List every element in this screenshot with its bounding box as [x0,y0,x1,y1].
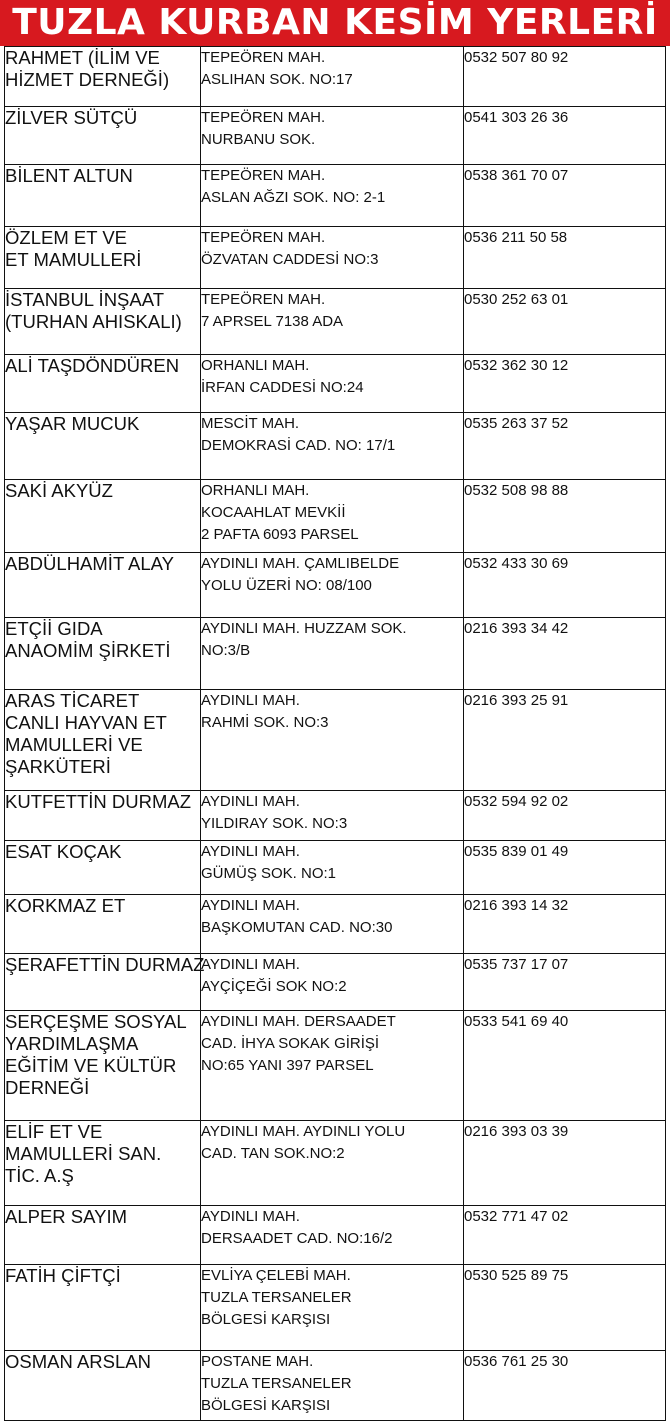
business-name-line: SERÇEŞME SOSYAL [5,1011,187,1032]
business-name-line: DERNEĞİ [5,1077,90,1098]
table-row [5,47,666,107]
business-name [5,895,201,954]
business-name [5,1351,201,1421]
business-name-line: ALİ TAŞDÖNDÜREN [5,355,180,376]
address [201,1206,464,1265]
slaughter-locations-table [4,46,666,1421]
table-row [5,165,666,227]
address-line: RAHMİ SOK. NO:3 [201,714,329,731]
address-line: NURBANU SOK. [201,131,316,148]
phone-number: 0535 737 17 07 [464,954,666,1011]
business-name-line: ARAS TİCARET [5,690,140,711]
business-name-line: HİZMET DERNEĞİ) [5,69,170,90]
address [201,791,464,841]
business-name-line: KORKMAZ ET [5,895,126,916]
business-name-line: ÖZLEM ET VE [5,227,127,248]
table-row [5,895,666,954]
business-name-line: MAMULLERİ SAN. [5,1143,162,1164]
business-name-line: YARDIMLAŞMA [5,1033,139,1054]
phone-number: 0532 508 98 88 [464,480,666,553]
address-line: AYÇİÇEĞİ SOK NO:2 [201,978,347,995]
business-name-line: ZİLVER SÜTÇÜ [5,107,138,128]
business-name [5,413,201,480]
phone-number: 0532 362 30 12 [464,355,666,413]
table-row [5,480,666,553]
table-row [5,1265,666,1351]
address-line: TEPEÖREN MAH. [201,49,326,66]
business-name [5,107,201,165]
table-row [5,227,666,289]
business-name-line: EĞİTİM VE KÜLTÜR [5,1055,177,1076]
business-name-line: ET MAMULLERİ [5,249,142,270]
address-line: 7 APRSEL 7138 ADA [201,313,344,330]
phone-number: 0536 761 25 30 [464,1351,666,1421]
address [201,895,464,954]
address-line: AYDINLI MAH. [201,956,300,973]
address-line: AYDINLI MAH. AYDINLI YOLU [201,1123,406,1140]
address [201,47,464,107]
business-name [5,841,201,895]
address-line: TEPEÖREN MAH. [201,109,326,126]
table-row [5,841,666,895]
phone-number: 0532 771 47 02 [464,1206,666,1265]
business-name-line: YAŞAR MUCUK [5,413,140,434]
address-line: ASLIHAN SOK. NO:17 [201,71,353,88]
phone-number: 0536 211 50 58 [464,227,666,289]
address [201,553,464,618]
business-name [5,618,201,690]
address [201,841,464,895]
table-body [5,47,666,1421]
business-name-line: ABDÜLHAMİT ALAY [5,553,174,574]
address [201,227,464,289]
address-line: CAD. İHYA SOKAK GİRİŞİ [201,1035,380,1052]
address-line: MESCİT MAH. [201,415,300,432]
business-name [5,227,201,289]
address-line: AYDINLI MAH. [201,692,300,709]
address-line: İRFAN CADDESİ NO:24 [201,379,364,396]
business-name [5,355,201,413]
table-row [5,618,666,690]
business-name-line: RAHMET (İLİM VE [5,47,160,68]
table-row [5,1206,666,1265]
business-name-line: (TURHAN AHISKALI) [5,311,182,332]
phone-number: 0532 507 80 92 [464,47,666,107]
phone-number: 0535 839 01 49 [464,841,666,895]
address [201,1121,464,1206]
phone-number: 0538 361 70 07 [464,165,666,227]
address-line: AYDINLI MAH. HUZZAM SOK. [201,620,407,637]
page-title: TUZLA KURBAN KESİM YERLERİ [0,0,670,46]
business-name-line: CANLI HAYVAN ET [5,712,167,733]
address [201,355,464,413]
phone-number: 0532 433 30 69 [464,553,666,618]
address-line: YILDIRAY SOK. NO:3 [201,815,348,832]
address-line: TUZLA TERSANELER [201,1375,352,1392]
address-line: POSTANE MAH. [201,1353,314,1370]
table-row [5,1011,666,1121]
address-line: 2 PAFTA 6093 PARSEL [201,526,359,543]
table-row [5,107,666,165]
address [201,1011,464,1121]
address [201,954,464,1011]
address [201,480,464,553]
business-name [5,1011,201,1121]
phone-number: 0530 525 89 75 [464,1265,666,1351]
address-line: BÖLGESİ KARŞISI [201,1397,331,1414]
business-name-line: OSMAN ARSLAN [5,1351,151,1372]
address-line: TEPEÖREN MAH. [201,167,326,184]
business-name [5,47,201,107]
address-line: NO:65 YANI 397 PARSEL [201,1057,374,1074]
business-name-line: ŞARKÜTERİ [5,756,111,777]
address-line: ASLAN AĞZI SOK. NO: 2-1 [201,189,386,206]
address-line: AYDINLI MAH. DERSAADET [201,1013,396,1030]
business-name-line: ESAT KOÇAK [5,841,122,862]
address-line: BAŞKOMUTAN CAD. NO:30 [201,919,393,936]
business-name [5,289,201,355]
address [201,289,464,355]
address-line: ORHANLI MAH. [201,482,310,499]
business-name [5,954,205,1011]
table-row [5,289,666,355]
business-name-line: ANAOMİM ŞİRKETİ [5,640,171,661]
table-row [5,791,666,841]
business-name [5,1121,201,1206]
business-name [5,1265,201,1351]
phone-number: 0532 594 92 02 [464,791,666,841]
phone-number: 0216 393 34 42 [464,618,666,690]
address [201,1265,464,1351]
business-name-line: MAMULLERİ VE [5,734,143,755]
table-row [5,1351,666,1421]
business-name-line: ALPER SAYIM [5,1206,128,1227]
address [201,413,464,480]
business-name [5,480,201,553]
phone-number: 0535 263 37 52 [464,413,666,480]
business-name [5,1206,201,1265]
business-name-line: ŞERAFETTİN DURMAZ [5,954,205,975]
table-row [5,355,666,413]
address-line: TUZLA TERSANELER [201,1289,352,1306]
address [201,1351,464,1421]
address [201,690,464,791]
address-line: TEPEÖREN MAH. [201,229,326,246]
address-line: AYDINLI MAH. [201,843,300,860]
business-name-line: ETÇİİ GIDA [5,618,103,639]
address-line: YOLU ÜZERİ NO: 08/100 [201,577,372,594]
address-line: GÜMÜŞ SOK. NO:1 [201,865,337,882]
business-name [5,165,201,227]
address [201,165,464,227]
table-row [5,553,666,618]
address-line: KOCAAHLAT MEVKİİ [201,504,346,521]
business-name-line: BİLENT ALTUN [5,165,133,186]
address [201,618,464,690]
address-line: ORHANLI MAH. [201,357,310,374]
phone-number: 0533 541 69 40 [464,1011,666,1121]
table-row [5,954,666,1011]
table-row [5,690,666,791]
address-line: AYDINLI MAH. ÇAMLIBELDE [201,555,400,572]
business-name-line: ELİF ET VE [5,1121,103,1142]
business-name [5,553,201,618]
business-name [5,690,201,791]
business-name-line: KUTFETTİN DURMAZ [5,791,192,812]
business-name-line: SAKİ AKYÜZ [5,480,113,501]
address-line: DEMOKRASİ CAD. NO: 17/1 [201,437,396,454]
address-line: BÖLGESİ KARŞISI [201,1311,331,1328]
address [201,107,464,165]
table-row [5,1121,666,1206]
address-line: ÖZVATAN CADDESİ NO:3 [201,251,379,268]
address-line: DERSAADET CAD. NO:16/2 [201,1230,393,1247]
business-name [5,791,201,841]
business-name-line: TİC. A.Ş [5,1165,74,1186]
address-line: AYDINLI MAH. [201,897,300,914]
business-name-line: FATİH ÇİFTÇİ [5,1265,121,1286]
address-line: CAD. TAN SOK.NO:2 [201,1145,345,1162]
phone-number: 0216 393 25 91 [464,690,666,791]
phone-number: 0216 393 03 39 [464,1121,666,1206]
address-line: EVLİYA ÇELEBİ MAH. [201,1267,351,1284]
phone-number: 0530 252 63 01 [464,289,666,355]
business-name-line: İSTANBUL İNŞAAT [5,289,164,310]
address-line: NO:3/B [201,642,251,659]
address-line: AYDINLI MAH. [201,793,300,810]
address-line: AYDINLI MAH. [201,1208,300,1225]
address-line: TEPEÖREN MAH. [201,291,326,308]
phone-number: 0541 303 26 36 [464,107,666,165]
phone-number: 0216 393 14 32 [464,895,666,954]
table-row [5,413,666,480]
